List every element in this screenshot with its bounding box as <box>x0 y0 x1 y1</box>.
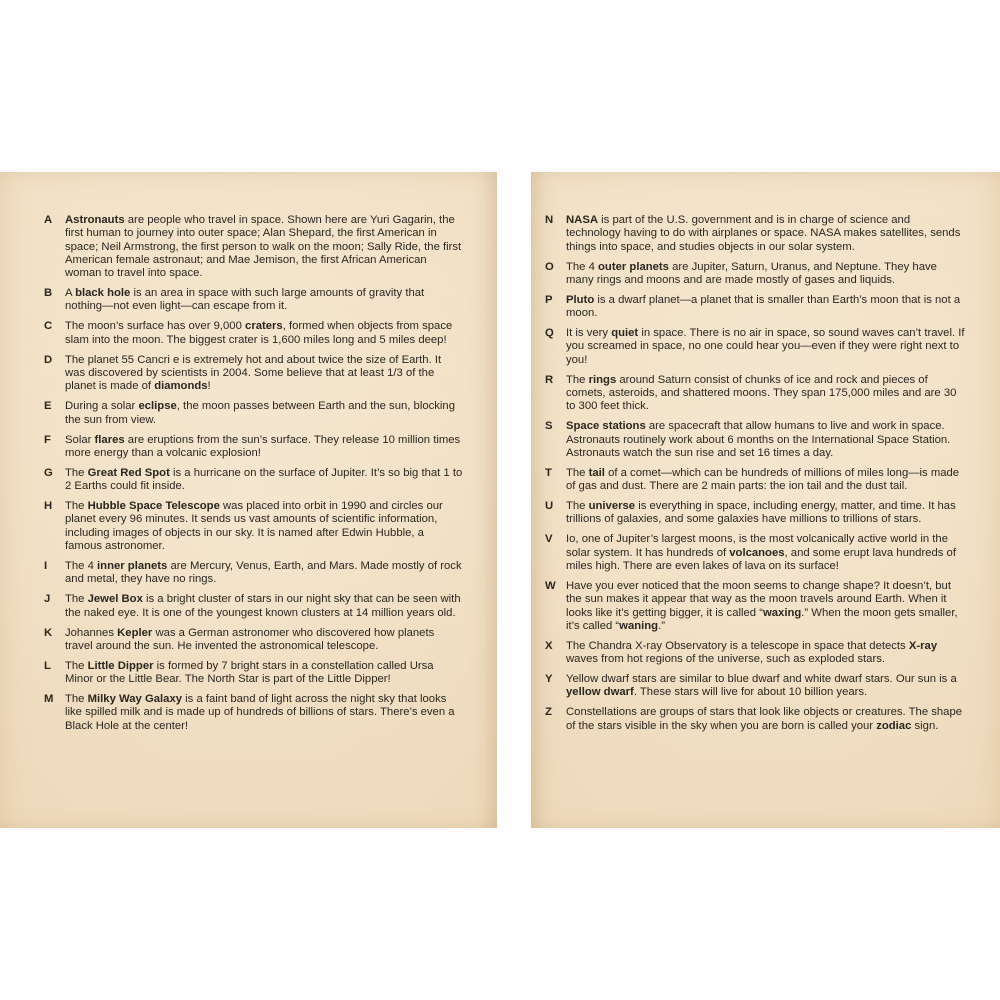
entry-text <box>566 706 965 733</box>
entry-text <box>566 420 965 460</box>
entry-letter: W <box>545 580 556 593</box>
entry-r <box>545 374 965 414</box>
entry-letter: C <box>44 320 53 333</box>
entry-letter: B <box>44 287 53 300</box>
entry-letter: P <box>545 293 553 306</box>
entry-text-run: are eruptions from the sun’s surface. They release 10 million times more energy than a volcanic explosion! <box>65 433 461 459</box>
entry-keyword: Hubble Space Telescope <box>87 500 220 513</box>
entry-text-run: , the moon passes between Earth and the sun, blocking the sun from view. <box>65 400 455 426</box>
entry-v <box>545 533 965 573</box>
entry-text-run: .” When the moon gets smaller, it’s called “ <box>566 606 958 632</box>
entry-text <box>566 533 965 573</box>
entry-text-run: are spacecraft that allow humans to live and work in space. Astronauts routinely work about 6 months on the International Space Station. Astronauts watch the sun rise and set 16 times a day. <box>566 420 951 459</box>
entry-text <box>566 500 965 527</box>
entry-text <box>65 320 464 347</box>
entry-keyword: NASA <box>566 214 599 226</box>
left-page <box>0 172 497 828</box>
entry-text <box>65 400 464 427</box>
entry-text-run: The <box>566 373 589 386</box>
entry-text-run: The moon’s surface has over 9,000 <box>65 320 246 333</box>
entry-text-run: The 4 <box>566 260 599 273</box>
entry-text-run: are people who travel in space. Shown here are Yuri Gagarin, the first human to journey into outer space; Alan Shepard, the first American in space; Neil Armstrong, the first person to walk on the moon; Sally Ride, the first American female astronaut; and Mae Jemison, the first African American woman to travel into space. <box>65 214 462 280</box>
entry-letter: Q <box>545 327 554 340</box>
entry-letter: J <box>44 593 51 606</box>
entry-text-run: Solar <box>65 433 95 446</box>
entry-letter: N <box>545 214 554 226</box>
entry-text <box>65 660 464 687</box>
entry-text <box>65 467 464 494</box>
entry-w <box>545 580 965 633</box>
right-page <box>531 172 1000 828</box>
entry-text-run: The 4 <box>65 560 98 573</box>
entry-keyword: outer planets <box>598 260 669 273</box>
entry-keyword: Jewel Box <box>87 593 143 606</box>
entry-text <box>566 374 965 414</box>
entry-letter: X <box>545 639 553 652</box>
entry-letter: D <box>44 353 53 366</box>
entry-text-run: , formed when objects from space slam into the moon. The biggest crater is 1,600 miles long and 5 miles deep! <box>65 320 453 346</box>
entry-e <box>44 400 464 427</box>
entry-letter: V <box>545 533 553 546</box>
entry-text-run: Io, one of Jupiter’s largest moons, is the most volcanically active world in the solar system. It has hundreds of <box>566 533 948 559</box>
entry-letter: A <box>44 214 53 226</box>
entry-p <box>545 294 965 321</box>
entry-keyword: yellow dwarf <box>566 686 634 699</box>
entry-keyword: universe <box>588 500 636 513</box>
entry-b <box>44 287 464 314</box>
entry-letter: G <box>44 466 53 479</box>
entry-text <box>566 673 965 700</box>
entry-letter: L <box>44 659 51 672</box>
entry-text <box>65 214 464 280</box>
entry-text-run: . These stars will live for about 10 billion years. <box>633 686 868 699</box>
entry-letter: S <box>545 420 553 433</box>
entry-h <box>44 500 464 553</box>
entry-text-run: sign. <box>911 719 939 732</box>
entry-f <box>44 434 464 461</box>
entry-text-run: The <box>65 693 88 706</box>
entry-text <box>566 640 965 667</box>
entry-u <box>545 500 965 527</box>
entry-keyword: Pluto <box>566 293 595 306</box>
entry-keyword: Little Dipper <box>87 659 154 672</box>
entry-text-run: A <box>65 287 76 300</box>
entry-text-run: The <box>566 500 589 513</box>
entry-text-run: The <box>65 659 88 672</box>
right-entry-list <box>545 214 965 740</box>
entry-text-run: Constellations are groups of stars that look like objects or creatures. The shape of the stars visible in the sky when you are born is called your <box>566 706 963 732</box>
entry-letter: K <box>44 626 53 639</box>
entry-text-run: is part of the U.S. government and is in charge of science and technology having to do with airplanes or space. NASA makes satellites, sends things into space, and studies objects in our solar system. <box>566 214 961 253</box>
entry-text-run: The Chandra X-ray Observatory is a telescope in space that detects <box>566 639 909 652</box>
entry-letter: M <box>44 693 54 706</box>
entry-text-run: .” <box>658 619 665 632</box>
entry-c <box>44 320 464 347</box>
entry-o <box>545 261 965 288</box>
page-gutter <box>497 172 531 828</box>
entry-text-run: The <box>65 593 88 606</box>
entry-text-run: is everything in space, including energy, matter, and time. It has trillions of galaxies, and some galaxies have millions to trillions of stars. <box>566 500 956 526</box>
entry-text-run: It is very <box>566 327 612 340</box>
entry-text <box>566 261 965 288</box>
entry-text <box>65 354 464 394</box>
entry-text <box>566 467 965 494</box>
entry-text <box>65 693 464 733</box>
entry-text <box>65 500 464 553</box>
entry-letter: I <box>44 560 48 573</box>
entry-text-run: is formed by 7 bright stars in a constellation called Ursa Minor or the Little Bear. The North Star is part of the Little Dipper! <box>65 659 434 686</box>
entry-keyword: Space stations <box>566 420 646 433</box>
entry-keyword: tail <box>588 466 605 479</box>
entry-keyword: X-ray <box>908 639 938 652</box>
entry-keyword: Astronauts <box>65 214 125 226</box>
entry-text-run: in space. There is no air in space, so sound waves can’t travel. If you screamed in space, no one could hear you—even if they were right next to you! <box>566 327 965 366</box>
entry-g <box>44 467 464 494</box>
book-spread <box>0 172 1000 828</box>
entry-text-run: The planet 55 Cancri e is extremely hot and about twice the size of Earth. It was discovered by scientists in 2004. Some believe that at least 1/3 of the planet is made of <box>65 353 442 393</box>
entry-letter: R <box>545 373 554 386</box>
entry-text <box>566 294 965 321</box>
entry-text <box>65 434 464 461</box>
entry-text-run: was a German astronomer who discovered how planets travel around the sun. He invented the astronomical telescope. <box>65 626 435 652</box>
entry-text-run: , and some erupt lava hundreds of miles high. There are even lakes of lava on its surface! <box>566 546 956 573</box>
entry-keyword: zodiac <box>876 719 912 732</box>
entry-text-run: ! <box>207 380 211 393</box>
entry-letter: E <box>44 400 52 413</box>
entry-text-run: is a dwarf planet—a planet that is smaller than Earth’s moon that is not a moon. <box>566 293 961 320</box>
entry-s <box>545 420 965 460</box>
entry-letter: O <box>545 260 554 273</box>
entry-text <box>65 560 464 587</box>
entry-text <box>566 580 965 633</box>
entry-text-run: is a faint band of light across the night sky that looks like spilled milk and is made up of hundreds of billions of stars. There’s even a Black Hole at the center! <box>65 693 455 732</box>
entry-text-run: are Jupiter, Saturn, Uranus, and Neptune. They have many rings and moons and are made mostly of gases and liquids. <box>566 260 937 286</box>
entry-k <box>44 627 464 654</box>
entry-keyword: inner planets <box>97 560 168 573</box>
entry-letter: Z <box>545 706 552 719</box>
entry-keyword: volcanoes <box>729 546 785 559</box>
entry-text-run: waves from hot regions of the universe, such as exploded stars. <box>566 653 885 666</box>
entry-text <box>566 214 965 254</box>
entry-keyword: quiet <box>611 327 639 340</box>
entry-text-run: is a bright cluster of stars in our night sky that can be seen with the naked eye. It is one of the youngest known clusters at 14 million years old. <box>65 593 461 619</box>
entry-text-run: is an area in space with such large amounts of gravity that nothing—not even light—can escape from it. <box>65 287 425 313</box>
entry-text-run: are Mercury, Venus, Earth, and Mars. Made mostly of rock and metal, they have no rings. <box>65 560 462 586</box>
entry-text-run: around Saturn consist of chunks of ice and rock and pieces of comets, asteroids, and shattered moons. They span 175,000 miles and are 30 to 300 feet thick. <box>566 373 957 413</box>
entry-z <box>545 706 965 733</box>
entry-d <box>44 354 464 394</box>
entry-text-run: The <box>65 466 88 479</box>
entry-text-run: was placed into orbit in 1990 and circles our planet every 96 minutes. It sends us vast amounts of scientific information, including images of objects in our sky. It is named after Edwin Hubble, a famous astronomer. <box>65 500 443 553</box>
entry-text-run: is a hurricane on the surface of Jupiter. It’s so big that 1 to 2 Earths could fit inside. <box>65 466 463 493</box>
entry-a <box>44 214 464 280</box>
entry-text <box>65 287 464 314</box>
entry-letter: T <box>545 466 552 479</box>
entry-keyword: waning <box>619 619 659 632</box>
entry-l <box>44 660 464 687</box>
entry-t <box>545 467 965 494</box>
entry-keyword: rings <box>588 373 617 386</box>
entry-keyword: Great Red Spot <box>87 466 170 479</box>
entry-letter: Y <box>545 673 553 686</box>
entry-text-run: The <box>566 466 589 479</box>
entry-letter: H <box>44 500 53 513</box>
entry-keyword: diamonds <box>154 380 208 393</box>
entry-keyword: flares <box>94 433 125 446</box>
entry-text-run: Johannes <box>65 626 118 639</box>
entry-j <box>44 593 464 620</box>
entry-text-run: Yellow dwarf stars are similar to blue dwarf and white dwarf stars. Our sun is a <box>566 673 957 686</box>
entry-text <box>65 593 464 620</box>
entry-y <box>545 673 965 700</box>
entry-text <box>65 627 464 654</box>
entry-keyword: black hole <box>75 287 131 300</box>
entry-letter: F <box>44 433 51 446</box>
entry-keyword: Milky Way Galaxy <box>87 693 183 706</box>
entry-keyword: craters <box>245 320 283 333</box>
entry-i <box>44 560 464 587</box>
entry-text-run: The <box>65 500 88 513</box>
entry-m <box>44 693 464 733</box>
entry-n <box>545 214 965 254</box>
entry-text <box>566 327 965 367</box>
entry-keyword: waxing <box>762 606 802 619</box>
entry-x <box>545 640 965 667</box>
entry-text-run: of a comet—which can be hundreds of millions of miles long—is made of gas and dust. There are 2 main parts: the ion tail and the dust tail. <box>566 466 960 493</box>
left-entry-list <box>44 214 464 740</box>
entry-q <box>545 327 965 367</box>
entry-letter: U <box>545 500 554 513</box>
entry-keyword: eclipse <box>138 400 177 413</box>
entry-text-run: During a solar <box>65 400 139 413</box>
entry-keyword: Kepler <box>117 626 153 639</box>
entry-text-run: Have you ever noticed that the moon seems to change shape? It doesn’t, but the sun makes it appear that way as the moon travels around Earth. When it looks like it’s getting bigger, it is called “ <box>566 580 951 619</box>
